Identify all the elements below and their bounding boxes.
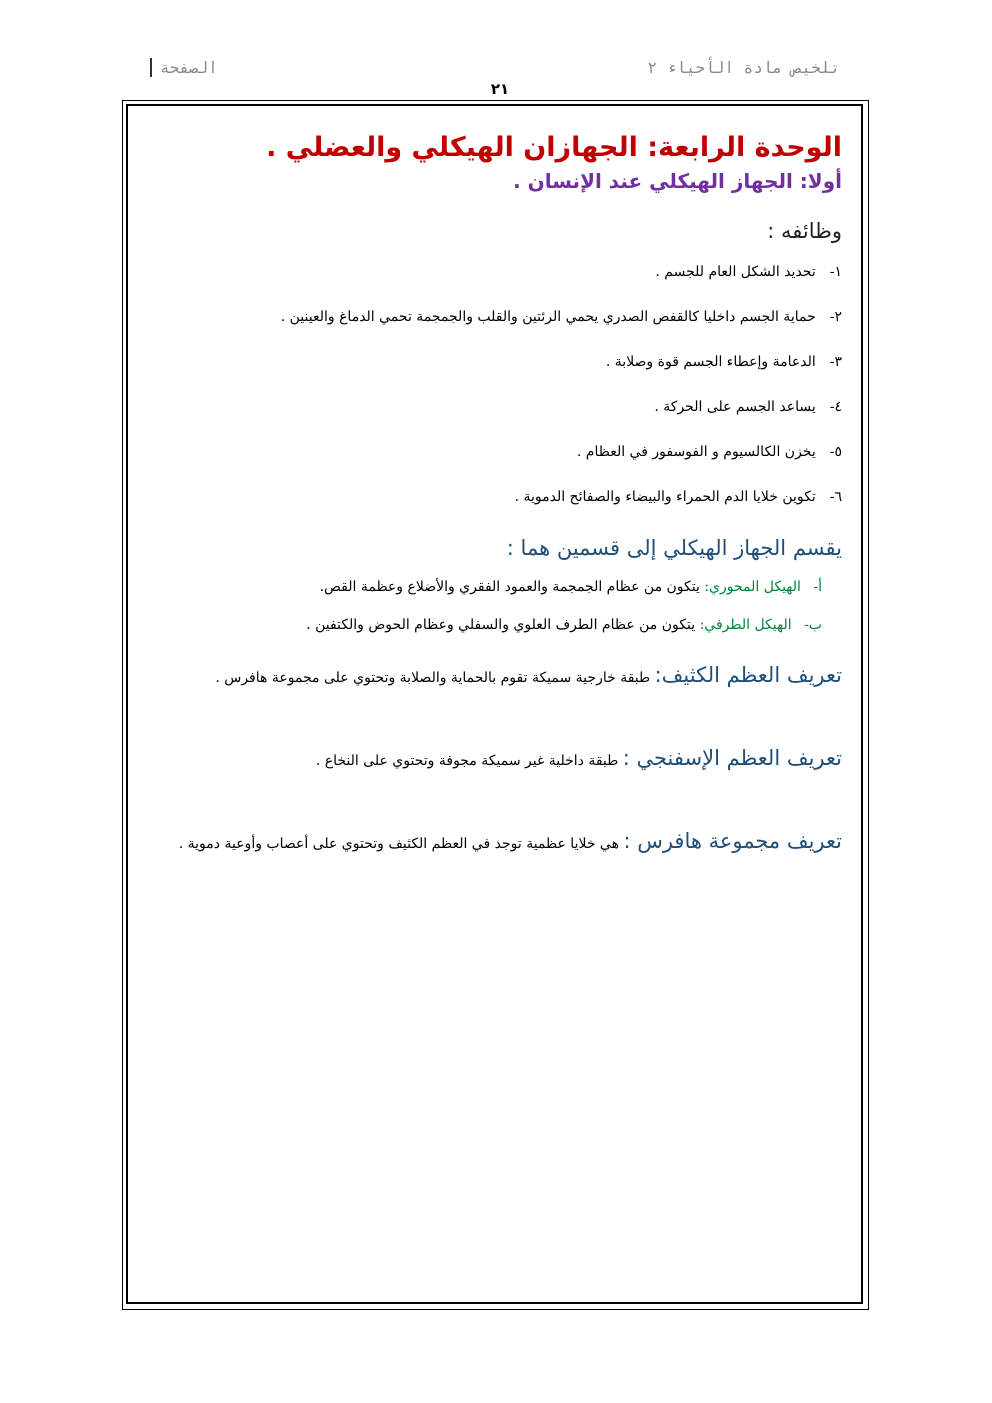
definition-text: طبقة داخلية غير سميكة مجوفة وتحتوي على النخاع . [315, 753, 619, 769]
header-page-label: الصفحة [150, 58, 218, 77]
item-text: حماية الجسم داخليا كالقفص الصدري يحمي الرئتين والقلب والجمجمة تحمي الدماغ والعينين . [280, 309, 816, 325]
part-text: يتكون من عظام الجمجمة والعمود الفقري والأضلاع وعظمة القص. [319, 579, 700, 595]
item-number: ١- [829, 264, 842, 280]
definition-spongy-bone [148, 735, 842, 784]
item-number: ٣- [829, 354, 842, 370]
definition-text: طبقة خارجية سميكة تقوم بالحماية والصلابة وتحتوي على مجموعة هافرس . [215, 670, 651, 686]
list-item [148, 352, 842, 372]
division-heading: يقسم الجهاز الهيكلي إلى قسمين هما : [506, 536, 842, 560]
part-term: الهيكل الطرفي: [699, 617, 792, 633]
functions-list [148, 262, 842, 507]
header-title: تلخيص مادة الأحياء ٢ [647, 58, 840, 77]
item-number: ٦- [829, 489, 842, 505]
item-text: يخزن الكالسيوم و الفوسفور في العظام . [576, 444, 816, 460]
item-number: ٤- [829, 399, 842, 415]
definition-compact-bone [148, 652, 842, 701]
item-number: ٢- [829, 309, 842, 325]
part-letter: ب- [804, 617, 822, 633]
unit-title: الوحدة الرابعة: الجهازان الهيكلي والعضلي . [266, 132, 842, 163]
definition-text: هي خلايا عظمية توجد في العظم الكثيف وتحتوي على أعصاب وأوعية دموية . [178, 836, 619, 852]
item-text: يساعد الجسم على الحركة . [654, 399, 816, 415]
item-text: الدعامة وإعطاء الجسم قوة وصلابة . [605, 354, 816, 370]
page-number: ٢١ [490, 80, 510, 98]
definition-haversian-system [148, 818, 842, 867]
definition-term: تعريف مجموعة هافرس : [623, 829, 842, 853]
item-text: تحديد الشكل العام للجسم . [655, 264, 816, 280]
item-number: ٥- [829, 444, 842, 460]
list-item [148, 307, 842, 327]
list-item [148, 442, 842, 462]
list-item [148, 262, 842, 282]
page-content [148, 128, 842, 881]
list-item [148, 397, 842, 417]
list-item [148, 487, 842, 507]
part-letter: أ- [813, 579, 822, 595]
skeleton-part [148, 614, 842, 636]
part-text: يتكون من عظام الطرف العلوي والسفلي وعظام الحوض والكتفين . [306, 617, 696, 633]
skeleton-part [148, 576, 842, 598]
definition-term: تعريف العظم الإسفنجي : [622, 746, 842, 770]
section-subtitle: أولا: الجهاز الهيكلي عند الإنسان . [513, 169, 842, 193]
item-text: تكوين خلايا الدم الحمراء والبيضاء والصفائح الدموية . [514, 489, 816, 505]
definition-term: تعريف العظم الكثيف: [654, 663, 842, 687]
functions-heading: وظائفه : [767, 219, 842, 243]
part-term: الهيكل المحوري: [704, 579, 801, 595]
